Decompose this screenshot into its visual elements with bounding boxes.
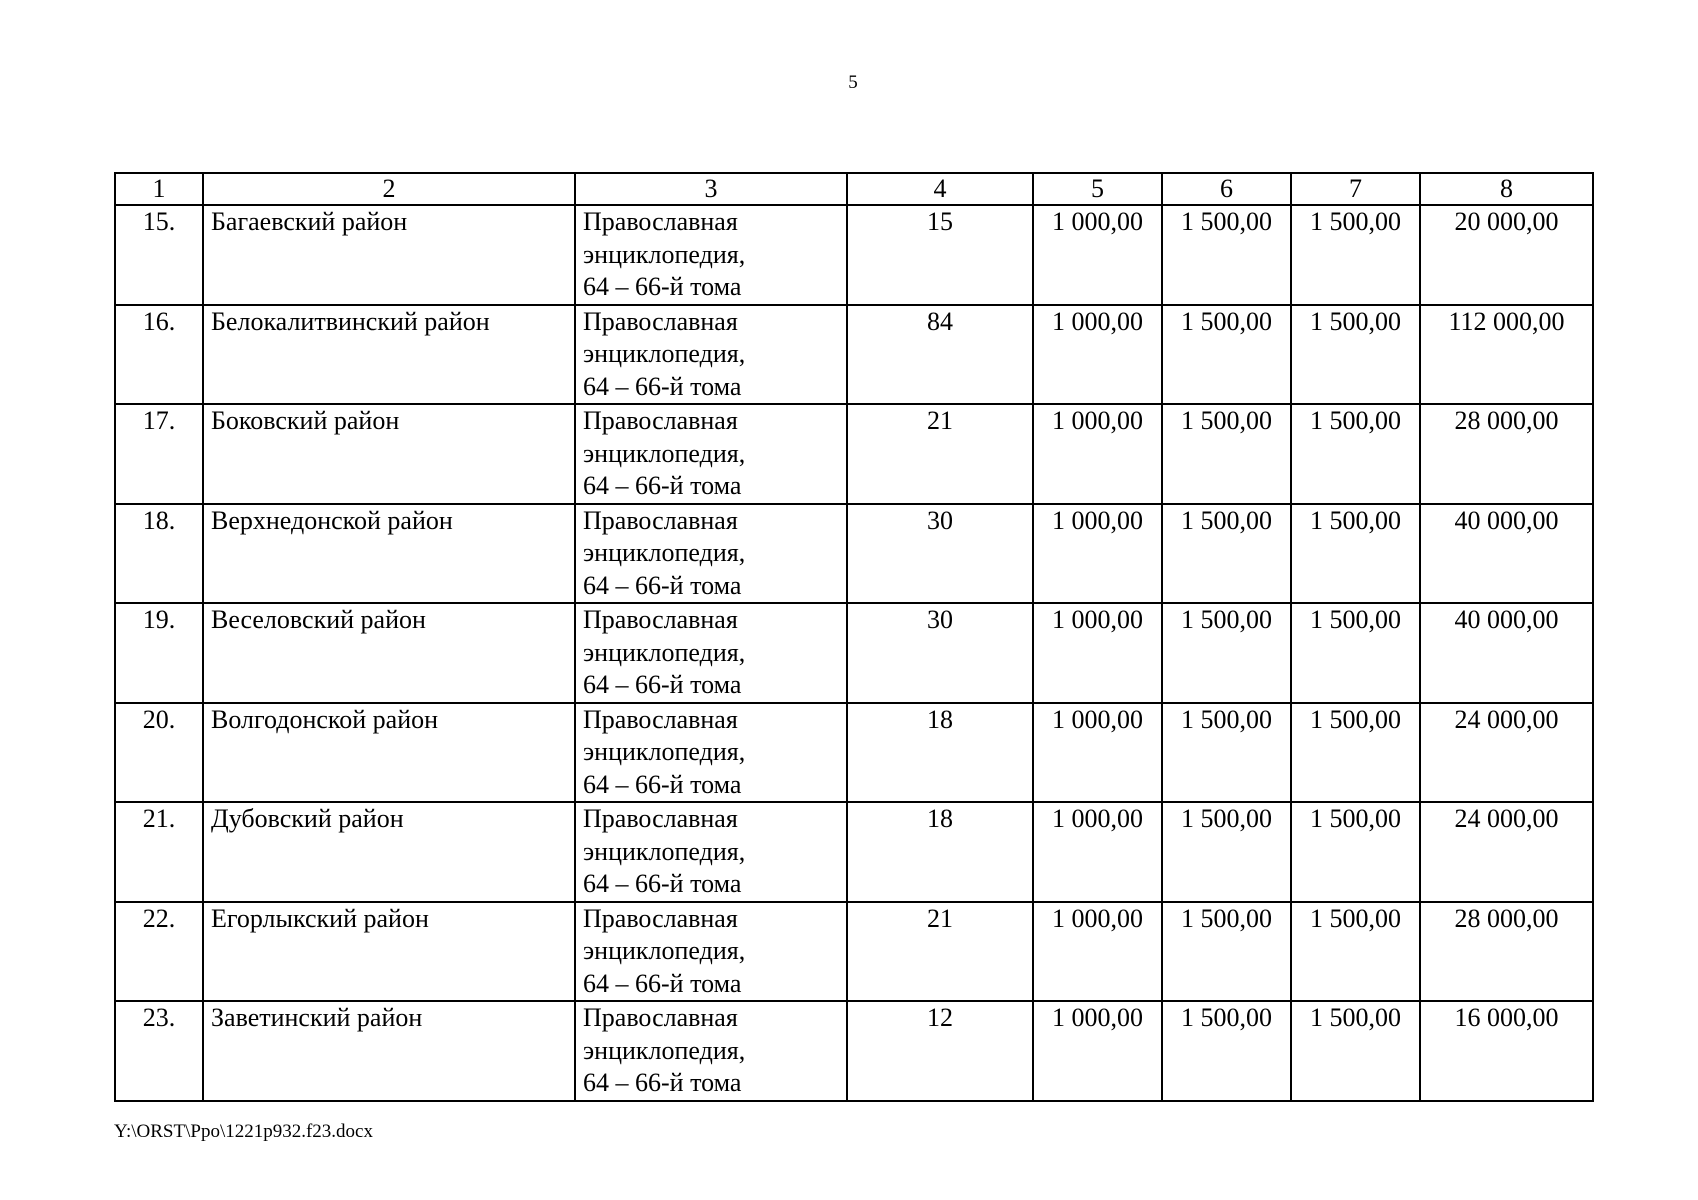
col6-cell: 1 500,00 — [1162, 902, 1291, 1002]
item-line: Православная — [583, 207, 738, 236]
district-cell: Белокалитвинский район — [203, 305, 575, 405]
col7-cell: 1 500,00 — [1291, 404, 1420, 504]
item-line: энциклопедия, — [583, 438, 746, 468]
item-line: 64 – 66-й тома — [583, 471, 742, 500]
table-row — [115, 1001, 1593, 1101]
quantity-cell: 21 — [847, 902, 1033, 1002]
item-cell — [575, 305, 847, 405]
row-number-cell: 20. — [115, 703, 203, 803]
col7-cell: 1 500,00 — [1291, 902, 1420, 1002]
item-line: 64 – 66-й тома — [583, 769, 742, 799]
item-line: 64 – 66-й тома — [583, 968, 742, 998]
item-line: Православная — [583, 406, 738, 435]
header-cell: 1 — [115, 173, 203, 205]
district-cell: Боковский район — [203, 404, 575, 504]
quantity-cell: 21 — [847, 404, 1033, 504]
total-cell: 24 000,00 — [1420, 703, 1593, 803]
row-number-cell: 23. — [115, 1001, 203, 1101]
row-number-cell: 16. — [115, 305, 203, 405]
col5-cell: 1 000,00 — [1033, 902, 1162, 1002]
table-row — [115, 305, 1593, 405]
col6-cell: 1 500,00 — [1162, 305, 1291, 405]
col7-cell: 1 500,00 — [1291, 703, 1420, 803]
quantity-cell: 30 — [847, 603, 1033, 703]
item-cell — [575, 404, 847, 504]
col7-cell: 1 500,00 — [1291, 305, 1420, 405]
item-line: Православная — [583, 505, 738, 535]
col7-cell: 1 500,00 — [1291, 802, 1420, 902]
table-body — [115, 173, 1593, 1101]
col6-cell: 1 500,00 — [1162, 603, 1291, 703]
district-cell: Веселовский район — [203, 603, 575, 703]
total-cell: 28 000,00 — [1420, 902, 1593, 1002]
item-line: 64 – 66-й тома — [583, 570, 742, 600]
item-line: энциклопедия, — [583, 339, 746, 368]
item-cell — [575, 802, 847, 902]
item-cell — [575, 504, 847, 604]
header-cell: 7 — [1291, 173, 1420, 205]
item-line: 64 – 66-й тома — [583, 272, 742, 301]
col7-cell: 1 500,00 — [1291, 205, 1420, 305]
district-cell: Егорлыкский район — [203, 902, 575, 1002]
table-row — [115, 902, 1593, 1002]
item-cell — [575, 1001, 847, 1101]
col5-cell: 1 000,00 — [1033, 703, 1162, 803]
item-cell — [575, 205, 847, 305]
quantity-cell: 12 — [847, 1001, 1033, 1101]
item-line: Православная — [583, 903, 738, 933]
total-cell: 28 000,00 — [1420, 404, 1593, 504]
col6-cell: 1 500,00 — [1162, 404, 1291, 504]
col6-cell: 1 500,00 — [1162, 1001, 1291, 1101]
table-row — [115, 703, 1593, 803]
col5-cell: 1 000,00 — [1033, 504, 1162, 604]
header-cell: 5 — [1033, 173, 1162, 205]
col6-cell: 1 500,00 — [1162, 205, 1291, 305]
item-line: 64 – 66-й тома — [583, 869, 742, 898]
item-line: Православная — [583, 704, 738, 734]
page-number-text: 5 — [848, 72, 858, 93]
total-cell: 40 000,00 — [1420, 603, 1593, 703]
header-cell: 8 — [1420, 173, 1593, 205]
col6-cell: 1 500,00 — [1162, 504, 1291, 604]
col5-cell: 1 000,00 — [1033, 1001, 1162, 1101]
col5-cell: 1 000,00 — [1033, 305, 1162, 405]
header-cell: 4 — [847, 173, 1033, 205]
col5-cell: 1 000,00 — [1033, 205, 1162, 305]
col7-cell: 1 500,00 — [1291, 1001, 1420, 1101]
col7-cell: 1 500,00 — [1291, 603, 1420, 703]
header-cell: 2 — [203, 173, 575, 205]
header-cell: 6 — [1162, 173, 1291, 205]
table-row — [115, 404, 1593, 504]
total-cell: 24 000,00 — [1420, 802, 1593, 902]
total-cell: 16 000,00 — [1420, 1001, 1593, 1101]
col7-cell: 1 500,00 — [1291, 504, 1420, 604]
item-line: энциклопедия, — [583, 637, 746, 667]
district-cell: Багаевский район — [203, 205, 575, 305]
item-line: Православная — [583, 1003, 738, 1032]
item-line: 64 – 66-й тома — [583, 670, 742, 699]
total-cell: 112 000,00 — [1420, 305, 1593, 405]
item-line: энциклопедия, — [583, 836, 746, 866]
table-row — [115, 603, 1593, 703]
table-header-row — [115, 173, 1593, 205]
total-cell: 20 000,00 — [1420, 205, 1593, 305]
col5-cell: 1 000,00 — [1033, 404, 1162, 504]
item-line: энциклопедия, — [583, 538, 746, 567]
item-line: 64 – 66-й тома — [583, 1068, 742, 1097]
row-number-cell: 18. — [115, 504, 203, 604]
footer-file-path: Y:\ORST\Ppo\1221p932.f23.docx — [114, 1121, 373, 1142]
row-number-cell: 21. — [115, 802, 203, 902]
page-number — [0, 72, 1698, 94]
district-cell: Заветинский район — [203, 1001, 575, 1101]
item-line: энциклопедия, — [583, 1035, 746, 1065]
table-row — [115, 205, 1593, 305]
row-number-cell: 15. — [115, 205, 203, 305]
quantity-cell: 18 — [847, 802, 1033, 902]
row-number-cell: 17. — [115, 404, 203, 504]
item-line: энциклопедия, — [583, 239, 746, 269]
item-cell — [575, 902, 847, 1002]
item-cell — [575, 603, 847, 703]
district-cell: Дубовский район — [203, 802, 575, 902]
col6-cell: 1 500,00 — [1162, 802, 1291, 902]
district-cell: Верхнедонской район — [203, 504, 575, 604]
item-line: Православная — [583, 306, 738, 336]
item-line: 64 – 66-й тома — [583, 371, 742, 401]
col6-cell: 1 500,00 — [1162, 703, 1291, 803]
item-line: Православная — [583, 605, 738, 634]
item-line: энциклопедия, — [583, 737, 746, 766]
quantity-cell: 15 — [847, 205, 1033, 305]
quantity-cell: 18 — [847, 703, 1033, 803]
quantity-cell: 84 — [847, 305, 1033, 405]
district-cell: Волгодонской район — [203, 703, 575, 803]
table-row — [115, 802, 1593, 902]
table-row — [115, 504, 1593, 604]
col5-cell: 1 000,00 — [1033, 603, 1162, 703]
header-cell: 3 — [575, 173, 847, 205]
row-number-cell: 22. — [115, 902, 203, 1002]
item-line: энциклопедия, — [583, 936, 746, 965]
districts-table — [114, 172, 1594, 1102]
col5-cell: 1 000,00 — [1033, 802, 1162, 902]
total-cell: 40 000,00 — [1420, 504, 1593, 604]
item-line: Православная — [583, 804, 738, 833]
row-number-cell: 19. — [115, 603, 203, 703]
item-cell — [575, 703, 847, 803]
quantity-cell: 30 — [847, 504, 1033, 604]
